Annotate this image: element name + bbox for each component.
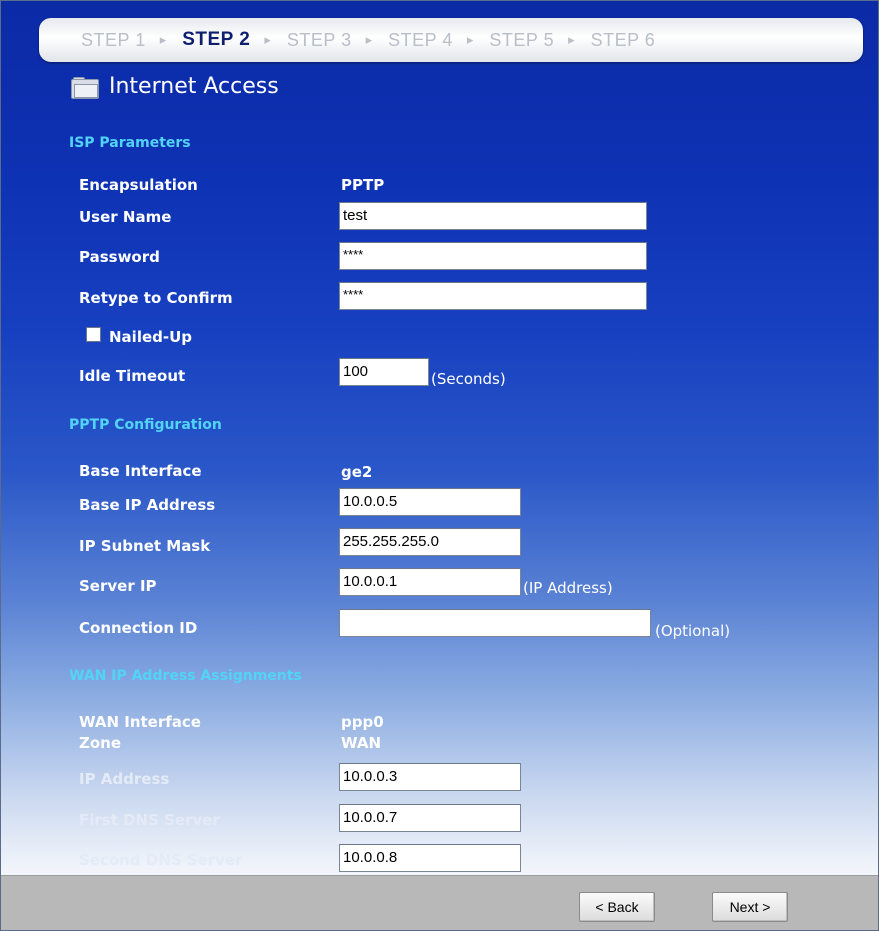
password-input[interactable]: **** — [339, 242, 647, 270]
connection-id-input[interactable] — [339, 609, 651, 637]
next-button[interactable]: Next > — [712, 892, 788, 922]
nailed-up-checkbox[interactable] — [86, 327, 101, 342]
idle-timeout-label: Idle Timeout — [79, 367, 186, 385]
idle-timeout-input[interactable]: 100 — [339, 358, 429, 386]
wan-interface-label: WAN Interface — [79, 713, 201, 731]
username-input[interactable]: test — [339, 202, 647, 230]
connection-id-hint: (Optional) — [655, 622, 731, 640]
wan-interface-value: ppp0 — [341, 713, 384, 731]
footer-bar — [1, 875, 878, 931]
wizard-step-1: STEP 1 — [81, 29, 146, 50]
step-separator-icon: ▸ — [365, 32, 373, 48]
encapsulation-value: PPTP — [341, 176, 385, 194]
step-list — [39, 18, 863, 62]
encapsulation-label: Encapsulation — [79, 176, 198, 194]
isp-parameters-heading: ISP Parameters — [69, 135, 191, 151]
wizard-step-4: STEP 4 — [388, 29, 453, 50]
back-button[interactable]: < Back — [579, 892, 655, 922]
zone-label: Zone — [79, 734, 122, 752]
password-label: Password — [79, 248, 160, 266]
wizard-step-6: STEP 6 — [590, 29, 656, 50]
second-dns-label: Second DNS Server — [79, 851, 243, 869]
server-ip-hint: (IP Address) — [523, 579, 613, 597]
step-separator-icon: ▸ — [466, 32, 474, 48]
pptp-configuration-heading: PPTP Configuration — [69, 417, 222, 433]
username-label: User Name — [79, 208, 172, 226]
connection-id-label: Connection ID — [79, 619, 198, 637]
retype-confirm-input[interactable]: **** — [339, 282, 647, 310]
subnet-mask-input[interactable]: 255.255.255.0 — [339, 528, 521, 556]
server-ip-label: Server IP — [79, 577, 157, 595]
idle-timeout-unit: (Seconds) — [431, 370, 506, 388]
wizard-step-bar — [39, 18, 863, 62]
base-interface-value: ge2 — [341, 463, 373, 481]
wan-ip-assignments-heading: WAN IP Address Assignments — [69, 668, 302, 684]
wizard-step-3: STEP 3 — [286, 29, 352, 50]
first-dns-label: First DNS Server — [79, 811, 220, 829]
server-ip-input[interactable]: 10.0.0.1 — [339, 568, 521, 596]
first-dns-input[interactable]: 10.0.0.7 — [339, 804, 521, 832]
wizard-step-2: STEP 2 — [182, 29, 251, 50]
retype-confirm-label: Retype to Confirm — [79, 289, 233, 307]
zone-value: WAN — [341, 734, 382, 752]
wan-ip-address-input[interactable]: 10.0.0.3 — [339, 763, 521, 791]
wan-ip-address-label: IP Address — [79, 770, 170, 788]
subnet-mask-label: IP Subnet Mask — [79, 537, 211, 555]
step-separator-icon: ▸ — [264, 32, 271, 48]
step-separator-icon: ▸ — [159, 32, 167, 48]
step-separator-icon: ▸ — [568, 32, 575, 48]
base-ip-label: Base IP Address — [79, 496, 216, 514]
second-dns-input[interactable]: 10.0.0.8 — [339, 844, 521, 872]
wizard-step-5: STEP 5 — [489, 29, 555, 50]
base-ip-input[interactable]: 10.0.0.5 — [339, 488, 521, 516]
nailed-up-label: Nailed-Up — [109, 328, 193, 346]
folder-icon — [71, 77, 97, 97]
page-header — [71, 74, 279, 99]
page-title: Internet Access — [109, 74, 279, 99]
base-interface-label: Base Interface — [79, 462, 202, 480]
